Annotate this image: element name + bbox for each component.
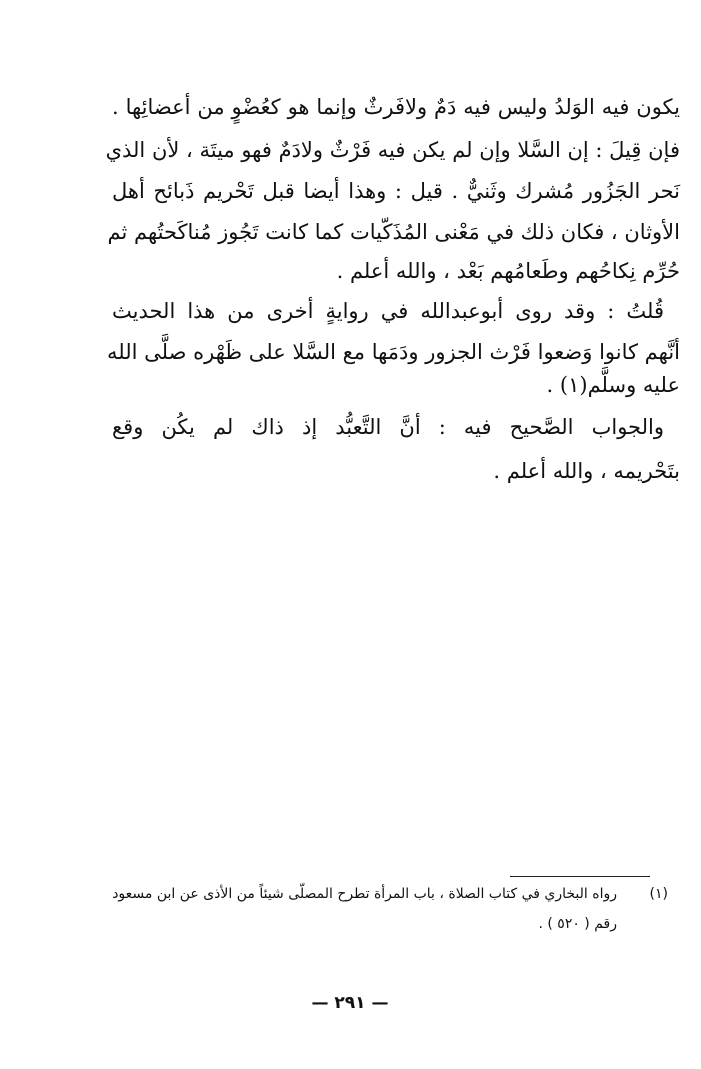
text-line: الأوثان ، فكان ذلك في مَعْنى المُذَكّيات كما كانت تَجُوز مُناكَحتُهم ثم [107, 220, 680, 244]
text-line: فإن قِيلَ : إن السَّلا وإن لم يكن فيه فَرْثٌ ولادَمٌ فهو ميتَة ، لأن الذي [105, 138, 680, 162]
page-number: — ٢٩١ — [311, 993, 389, 1013]
text-line: نَحر الجَزُور مُشرك وثَنيٌّ . قيل : وهذا أيضا قبل تَحْريم ذَبائح أهل [112, 179, 680, 203]
text-line: عليه وسلَّم(١) . [546, 373, 680, 397]
footnote-text: رواه البخاري في كتاب الصلاة ، باب المرأة تطرح المصلّى شيئاً من الأذى عن ابن مسعود [112, 886, 617, 902]
footnote-divider [510, 876, 650, 877]
text-line: أنَّهم كانوا وَضعوا فَرْث الجزور ودَمَها مع السَّلا على ظَهْره صلَّى الله [107, 340, 680, 364]
footnote-text: رقم ( ٥٢٠ ) . [538, 916, 617, 932]
main-text [105, 0, 680, 520]
text-line: يكون فيه الوَلدُ وليس فيه دَمٌ ولافَرثٌ وإنما هو كعُضْوٍ من أعضائِها . [112, 95, 680, 119]
text-line: والجواب الصَّحيح فيه : أنَّ التَّعبُّد إذ ذاك لم يكُن وقع [112, 415, 664, 439]
footnote-marker: (١) [649, 886, 668, 902]
text-line: قُلتُ : وقد روى أبوعبدالله في روايةٍ أخرى من هذا الحديث [112, 299, 664, 323]
text-line: حُرِّم نِكاحُهم وطَعامُهم بَعْد ، والله أعلم . [336, 259, 680, 283]
text-line: بتَحْريمه ، والله أعلم . [493, 459, 680, 483]
